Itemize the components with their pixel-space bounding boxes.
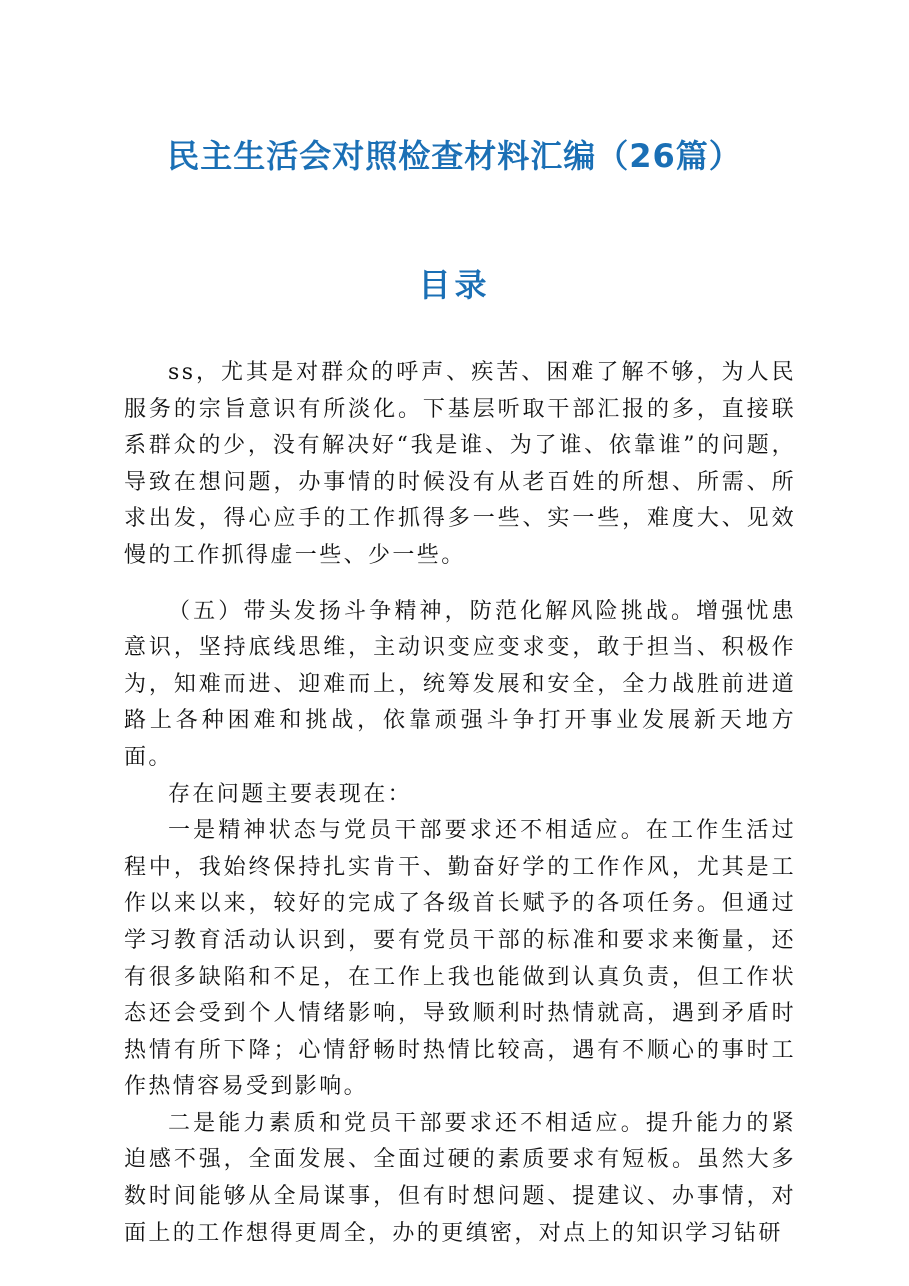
paragraph: 二是能力素质和党员干部要求还不相适应。提升能力的紧迫感不强，全面发展、全面过硬的素质要求有短板。虽然大多数时间能够从全局谋事，但有时想问题、提建议、办事情，对面上的工作想得更周全，办的更缜密，对点上的知识学习钻研	[124, 1110, 796, 1246]
toc-heading: 目录	[418, 266, 491, 304]
paragraph: 存在问题主要表现在：	[168, 781, 413, 807]
paragraph: ss，尤其是对群众的呼声、疾苦、困难了解不够，为人民服务的宗旨意识有所淡化。下基层听取干部汇报的多，直接联系群众的少，没有解决好“我是谁、为了谁、依靠谁”的问题，导致在想问题，办事情的时候没有从老百姓的所想、所需、所求出发，得心应手的工作抓得多一些、实一些，难度大、见效慢的工作抓得虚一些、少一些。	[124, 360, 796, 568]
body-text	[124, 355, 796, 1252]
paragraph: （五）带头发扬斗争精神，防范化解风险挑战。增强忧患意识，坚持底线思维，主动识变应变求变，敢于担当、积极作为，知难而进、迎难而上，统筹发展和安全，全力战胜前进道路上各种困难和挑战，依靠顽强斗争打开事业发展新天地方面。	[124, 598, 796, 770]
document-title: 民主生活会对照检查材料汇编（26篇）	[167, 137, 742, 175]
paragraph: 一是精神状态与党员干部要求还不相适应。在工作生活过程中，我始终保持扎实肯干、勤奋好学的工作作风，尤其是工作以来以来，较好的完成了各级首长赋予的各项任务。但通过学习教育活动认识到，要有党员干部的标准和要求来衡量，还有很多缺陷和不足，在工作上我也能做到认真负责，但工作状态还会受到个人情绪影响，导致顺利时热情就高，遇到矛盾时热情有所下降；心情舒畅时热情比较高，遇有不顺心的事时工作热情容易受到影响。	[124, 818, 796, 1100]
